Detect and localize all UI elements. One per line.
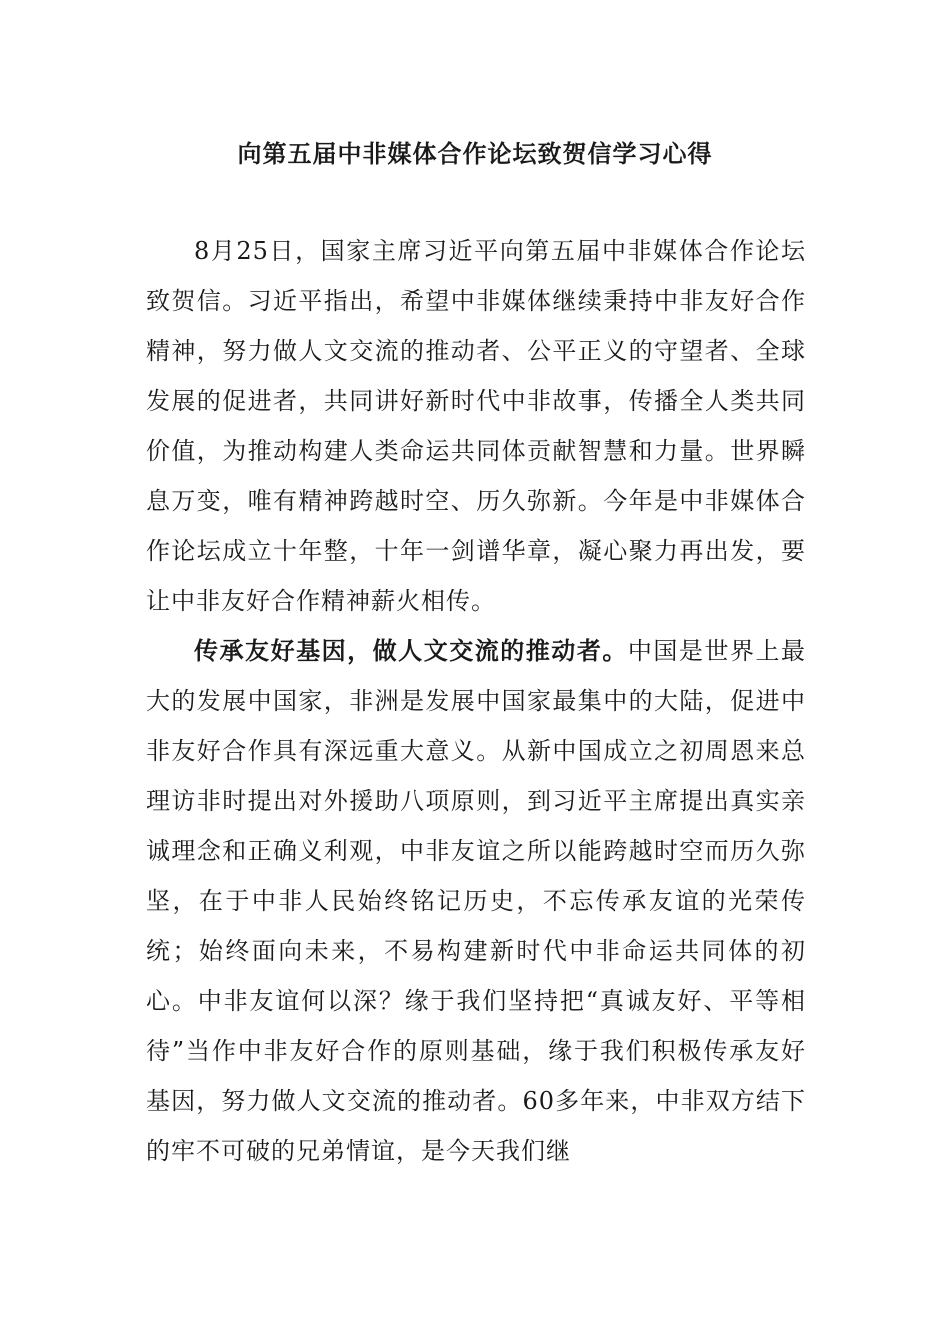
- paragraph-text: 中国是世界上最大的发展中国家，非洲是发展中国家最集中的大陆，促进中非友好合作具有深远重大意义。从新中国成立之初周恩来总理访非时提出对外援助八项原则，到习近平主席提出真实亲诚理念和正确义利观，中非友谊之所以能跨越时空而历久弥坚，在于中非人民始终铭记历史，不忘传承友谊的光荣传统；始终面向未来，不易构建新时代中非命运共同体的初心。中非友谊何以深？缘于我们坚持把“真诚友好、平等相待”当作中非友好合作的原则基础，缘于我们积极传承友好基因，努力做人文交流的推动者。60多年来，中非双方结下的牢不可破的兄弟情谊，是今天我们继: [146, 637, 807, 1165]
- document-body: [146, 226, 806, 1176]
- paragraph-intro: [146, 226, 806, 626]
- paragraph-inheritance: [146, 626, 806, 1176]
- page-title: 向第五届中非媒体合作论坛致贺信学习心得: [237, 139, 713, 168]
- paragraph-lead-heading: 传承友好基因，做人文交流的推动者。: [194, 636, 628, 665]
- paragraph-text: 8月25日，国家主席习近平向第五届中非媒体合作论坛致贺信。习近平指出，希望中非媒体继续秉持中非友好合作精神，努力做人文交流的推动者、公平正义的守望者、全球发展的促进者，共同讲好新时代中非故事，传播全人类共同价值，为推动构建人类命运共同体贡献智慧和力量。世界瞬息万变，唯有精神跨越时空、历久弥新。今年是中非媒体合作论坛成立十年整，十年一剑谱华章，凝心聚力再出发，要让中非友好合作精神薪火相传。: [146, 237, 806, 615]
